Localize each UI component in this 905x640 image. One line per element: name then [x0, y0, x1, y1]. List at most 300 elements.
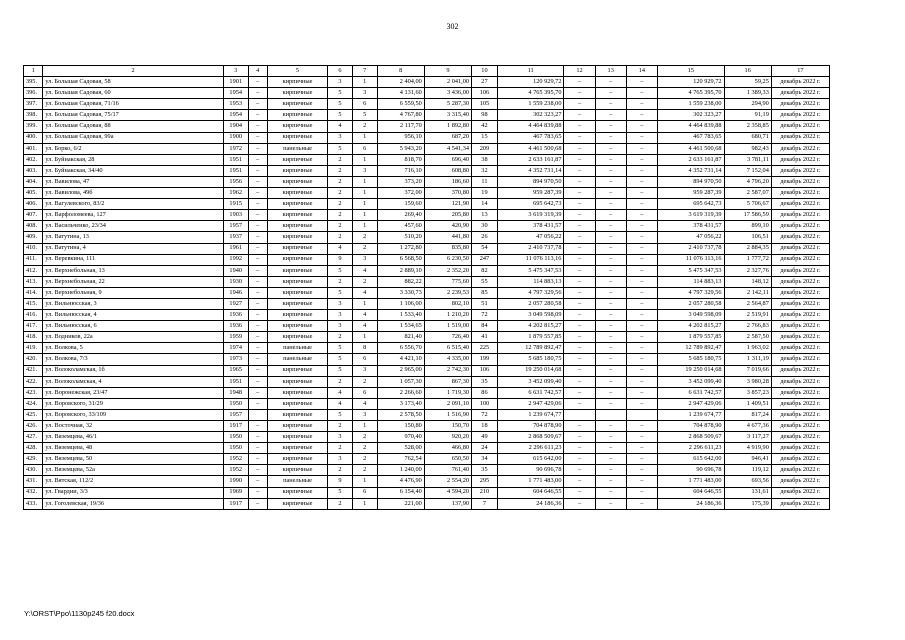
table-cell: 5 [328, 110, 353, 121]
table-cell: – [564, 254, 595, 265]
table-cell: 84 [472, 321, 498, 332]
table-cell: 416. [24, 310, 43, 321]
table-cell: 24 186,36 [657, 498, 724, 509]
table-cell: кирпичные [267, 498, 327, 509]
table-cell: 2 358,85 [724, 121, 771, 132]
table-cell: 225 [472, 343, 498, 354]
table-cell: 1 210,20 [424, 310, 471, 321]
table-cell: – [248, 188, 267, 199]
table-cell: 415. [24, 298, 43, 309]
table-cell: – [564, 265, 595, 276]
table-cell: 2 266,60 [377, 387, 424, 398]
table-cell: – [626, 298, 657, 309]
table-cell: 2 [352, 465, 377, 476]
table-cell: 2 564,87 [724, 298, 771, 309]
table-cell: 2 889,10 [377, 265, 424, 276]
table-cell: 2 [352, 276, 377, 287]
table-cell: – [564, 321, 595, 332]
table-cell: – [595, 221, 626, 232]
table-cell: 2 410 737,78 [657, 243, 724, 254]
table-cell: – [564, 398, 595, 409]
table-cell: кирпичные [267, 454, 327, 465]
table-cell: ул. Ватутина, 4 [43, 243, 224, 254]
table-cell: 946,41 [724, 454, 771, 465]
table-cell: 5 [328, 99, 353, 110]
table-cell: 27 [472, 77, 498, 88]
table-row [24, 376, 830, 387]
table-cell: 3 980,28 [724, 376, 771, 387]
table-cell: 2 633 161,87 [497, 154, 564, 165]
table-cell: 1951 [223, 165, 248, 176]
column-header: 2 [43, 66, 224, 77]
table-cell: кирпичные [267, 110, 327, 121]
table-cell: 3 173,40 [377, 398, 424, 409]
table-cell: – [626, 232, 657, 243]
table-cell: декабрь 2022 г. [771, 454, 829, 465]
table-cell: ул. Вятская, 112/2 [43, 476, 224, 487]
table-cell: – [595, 365, 626, 376]
table-row [24, 476, 830, 487]
table-row [24, 343, 830, 354]
table-cell: 24 186,36 [497, 498, 564, 509]
table-cell: – [626, 432, 657, 443]
table-cell: 1 771 483,00 [497, 476, 564, 487]
table-cell: 608,80 [424, 165, 471, 176]
table-cell: 441,80 [424, 232, 471, 243]
table-cell: 417. [24, 321, 43, 332]
table-cell: – [248, 376, 267, 387]
table-cell: 2 [352, 243, 377, 254]
table-row [24, 254, 830, 265]
table-cell: 396. [24, 88, 43, 99]
table-cell: 408. [24, 221, 43, 232]
table-cell: декабрь 2022 г. [771, 110, 829, 121]
table-row [24, 332, 830, 343]
table-cell: 410. [24, 243, 43, 254]
column-header: 11 [497, 66, 564, 77]
table-cell: 604 646,55 [497, 487, 564, 498]
table-cell: кирпичные [267, 310, 327, 321]
table-cell: – [595, 310, 626, 321]
table-cell: 2 057 280,58 [657, 298, 724, 309]
column-header: 12 [564, 66, 595, 77]
table-cell: 1 519,00 [424, 321, 471, 332]
table-cell: ул. Вяземцева, 48 [43, 443, 224, 454]
table-cell: ул. Вяземцева, 46/1 [43, 432, 224, 443]
table-cell: – [248, 99, 267, 110]
table-cell: 4 797 329,56 [657, 287, 724, 298]
table-cell: 150,70 [424, 421, 471, 432]
table-cell: 2 327,76 [724, 265, 771, 276]
table-cell: 4 [328, 398, 353, 409]
table-cell: кирпичные [267, 232, 327, 243]
table-cell: – [564, 365, 595, 376]
table-cell: 615 642,00 [497, 454, 564, 465]
table-cell: 1936 [223, 321, 248, 332]
table-cell [626, 409, 657, 420]
table-cell: – [564, 121, 595, 132]
table-cell: 1952 [223, 465, 248, 476]
table-cell: 8 [352, 343, 377, 354]
table-cell: 1946 [223, 287, 248, 298]
table-cell: 693,56 [724, 476, 771, 487]
table-cell: 6 559,50 [377, 99, 424, 110]
table-cell: 1930 [223, 276, 248, 287]
table-cell: 5 943,20 [377, 143, 424, 154]
table-cell: 418. [24, 332, 43, 343]
table-cell: 467 783,65 [497, 132, 564, 143]
table-cell: – [626, 465, 657, 476]
table-cell: 1 [352, 421, 377, 432]
table-cell: 956,10 [377, 132, 424, 143]
table-cell: декабрь 2022 г. [771, 298, 829, 309]
table-cell: – [564, 454, 595, 465]
table-cell: 1956 [223, 176, 248, 187]
table-row [24, 176, 830, 187]
table-cell: ул. Большая Садовая, 71/16 [43, 99, 224, 110]
table-cell: декабрь 2022 г. [771, 77, 829, 88]
table-cell: 6 154,40 [377, 487, 424, 498]
table-cell: – [564, 199, 595, 210]
table-cell: 397. [24, 99, 43, 110]
table-cell: 1 [352, 476, 377, 487]
table-row [24, 398, 830, 409]
table-row [24, 165, 830, 176]
table-cell: – [626, 343, 657, 354]
table-cell: 2 [328, 376, 353, 387]
table-cell: 2 296 611,23 [497, 443, 564, 454]
table-cell: – [248, 476, 267, 487]
table-cell: 1950 [223, 443, 248, 454]
table-cell: – [248, 332, 267, 343]
table-cell: 1953 [223, 99, 248, 110]
table-cell [564, 409, 595, 420]
table-cell: – [595, 465, 626, 476]
table-cell: – [248, 354, 267, 365]
table-cell: 4 594,20 [424, 487, 471, 498]
table-cell: 24 [472, 443, 498, 454]
table-cell: – [248, 88, 267, 99]
table-cell: декабрь 2022 г. [771, 165, 829, 176]
table-cell: 2 [328, 421, 353, 432]
table-cell: декабрь 2022 г. [771, 476, 829, 487]
table-cell: – [248, 487, 267, 498]
column-header: 8 [377, 66, 424, 77]
table-row [24, 321, 830, 332]
table-cell: 2 884,35 [724, 243, 771, 254]
table-cell: 414. [24, 287, 43, 298]
table-cell: 1957 [223, 221, 248, 232]
table-cell: 12 789 892,47 [657, 343, 724, 354]
table-cell: 2 [328, 332, 353, 343]
table-cell: 19 250 014,68 [657, 365, 724, 376]
table-cell: 269,40 [377, 210, 424, 221]
table-cell: 3 [352, 365, 377, 376]
table-cell: 1 777,72 [724, 254, 771, 265]
table-cell: 4 [352, 287, 377, 298]
table-row [24, 188, 830, 199]
table-cell: 1962 [223, 188, 248, 199]
table-cell: 835,80 [424, 243, 471, 254]
table-cell: кирпичные [267, 210, 327, 221]
table-cell: 11 [472, 176, 498, 187]
table-cell: 412. [24, 265, 43, 276]
table-cell: 4 464 839,88 [497, 121, 564, 132]
table-cell: декабрь 2022 г. [771, 432, 829, 443]
table-cell: – [564, 88, 595, 99]
column-header: 1 [24, 66, 43, 77]
table-cell: 7 019,66 [724, 365, 771, 376]
table-cell: – [626, 332, 657, 343]
table-cell: 411. [24, 254, 43, 265]
table-cell: – [595, 454, 626, 465]
table-cell: 3 857,23 [724, 387, 771, 398]
table-cell: 9 [328, 254, 353, 265]
table-cell: 420,90 [424, 221, 471, 232]
table-cell: – [564, 298, 595, 309]
table-cell: – [626, 188, 657, 199]
table-cell: 466,80 [424, 443, 471, 454]
table-cell: 409. [24, 232, 43, 243]
table-cell: – [626, 77, 657, 88]
table-cell: – [564, 498, 595, 509]
table-cell: 26 [472, 232, 498, 243]
table-row [24, 88, 830, 99]
table-cell: 2 633 161,87 [657, 154, 724, 165]
table-cell: – [564, 387, 595, 398]
table-row [24, 210, 830, 221]
table-cell: 1927 [223, 298, 248, 309]
table-cell: – [626, 276, 657, 287]
table-cell: 1 559 238,00 [497, 99, 564, 110]
table-cell: 696,40 [424, 154, 471, 165]
table-cell: – [595, 243, 626, 254]
column-header: 3 [223, 66, 248, 77]
table-cell: – [626, 454, 657, 465]
table-cell: кирпичные [267, 321, 327, 332]
table-row [24, 454, 830, 465]
table-cell: 5 [328, 343, 353, 354]
table-cell: – [626, 132, 657, 143]
table-cell: декабрь 2022 г. [771, 287, 829, 298]
table-cell: 398. [24, 110, 43, 121]
table-cell: – [595, 99, 626, 110]
table-cell: 1900 [223, 132, 248, 143]
table-cell: – [564, 99, 595, 110]
table-cell: – [564, 443, 595, 454]
table-cell: – [595, 88, 626, 99]
table-cell: 399. [24, 121, 43, 132]
table-cell: 5 [328, 143, 353, 154]
table-cell: 3 452 099,40 [657, 376, 724, 387]
table-cell: 899,10 [724, 221, 771, 232]
table-cell: – [564, 332, 595, 343]
table-cell: ул. Воровского, 31/29 [43, 398, 224, 409]
table-cell: – [626, 110, 657, 121]
table-cell: кирпичные [267, 487, 327, 498]
table-cell: 1 239 674,77 [657, 409, 724, 420]
table-cell: 404. [24, 176, 43, 187]
table-cell: 3 [328, 132, 353, 143]
table-row [24, 77, 830, 88]
table-cell: ул. Буйнакская, 28 [43, 154, 224, 165]
table-row [24, 498, 830, 509]
table-cell: – [595, 421, 626, 432]
table-cell: 114 883,13 [497, 276, 564, 287]
table-cell: 47 056,22 [657, 232, 724, 243]
table-cell: ул. Большая Садовая, 60 [43, 88, 224, 99]
table-cell: 1965 [223, 365, 248, 376]
table-cell: – [248, 276, 267, 287]
table-cell: – [564, 287, 595, 298]
table-cell: 4 [352, 310, 377, 321]
table-cell: 1 [352, 132, 377, 143]
table-cell: – [248, 321, 267, 332]
table-cell: 1 879 557,85 [657, 332, 724, 343]
table-cell: 3 117,27 [724, 432, 771, 443]
table-cell: – [595, 210, 626, 221]
table-cell: 761,40 [424, 465, 471, 476]
table-cell: 1 311,19 [724, 354, 771, 365]
table-cell: 209 [472, 143, 498, 154]
table-cell: кирпичные [267, 132, 327, 143]
table-cell: 6 [352, 354, 377, 365]
table-cell: 72 [472, 310, 498, 321]
table-cell: декабрь 2022 г. [771, 321, 829, 332]
table-cell: 2 868 509,67 [657, 432, 724, 443]
table-cell: – [248, 398, 267, 409]
table-cell: 1 [352, 332, 377, 343]
table-cell: 1 534,65 [377, 321, 424, 332]
table-cell: ул. Вильнюсская, 3 [43, 298, 224, 309]
table-cell: 372,00 [377, 188, 424, 199]
table-cell: – [595, 476, 626, 487]
table-cell: 100 [472, 398, 498, 409]
table-cell: 2 [328, 221, 353, 232]
table-cell: – [248, 176, 267, 187]
table-cell: 11 076 113,16 [657, 254, 724, 265]
table-cell: 221,00 [377, 498, 424, 509]
table-cell: декабрь 2022 г. [771, 199, 829, 210]
table-cell: – [626, 321, 657, 332]
table-cell: – [626, 498, 657, 509]
table-cell: – [595, 354, 626, 365]
table-cell: – [248, 421, 267, 432]
table-cell: – [595, 487, 626, 498]
table-cell: 4 541,34 [424, 143, 471, 154]
table-cell: 90 696,78 [657, 465, 724, 476]
table-cell: – [595, 321, 626, 332]
table-cell: – [595, 432, 626, 443]
table-cell: – [595, 332, 626, 343]
table-cell: – [595, 343, 626, 354]
table-header-row [24, 66, 830, 77]
table-cell: 970,40 [377, 432, 424, 443]
table-cell: 373,20 [377, 176, 424, 187]
table-cell: 3 [352, 409, 377, 420]
table-cell: 2 [328, 210, 353, 221]
table-cell: 1 [352, 188, 377, 199]
table-cell: ул. Большая Садовая, 88 [43, 121, 224, 132]
table-cell: 2 [352, 443, 377, 454]
table-cell: 4 202 815,27 [657, 321, 724, 332]
table-cell: – [248, 77, 267, 88]
table-cell: 407. [24, 210, 43, 221]
table-row [24, 121, 830, 132]
table-cell: декабрь 2022 г. [771, 343, 829, 354]
table-cell: 4 767,80 [377, 110, 424, 121]
table-cell: декабрь 2022 г. [771, 88, 829, 99]
column-header: 5 [267, 66, 327, 77]
table-cell: кирпичные [267, 332, 327, 343]
table-cell: – [564, 432, 595, 443]
table-cell: 2 947 429,06 [657, 398, 724, 409]
table-cell: 5 [328, 354, 353, 365]
table-cell: – [248, 143, 267, 154]
table-cell: 2 117,70 [377, 121, 424, 132]
table-cell: 2 091,10 [424, 398, 471, 409]
table-cell: кирпичные [267, 365, 327, 376]
table-cell: 2 [328, 443, 353, 454]
table-cell: ул. Гвардии, 3/3 [43, 487, 224, 498]
table-cell: кирпичные [267, 287, 327, 298]
table-cell: 3 436,00 [424, 88, 471, 99]
table-row [24, 365, 830, 376]
table-cell: – [626, 143, 657, 154]
table-cell: ул. Волоколамская, 1б [43, 365, 224, 376]
table-cell: 302 323,27 [657, 110, 724, 121]
table-row [24, 199, 830, 210]
table-cell: 2 868 509,67 [497, 432, 564, 443]
table-cell: 4 421,10 [377, 354, 424, 365]
table-cell: 2 [328, 498, 353, 509]
table-cell: ул. Варфоломеева, 127 [43, 210, 224, 221]
table-cell: декабрь 2022 г. [771, 365, 829, 376]
table-cell: – [626, 310, 657, 321]
table-cell: 2 041,00 [424, 77, 471, 88]
table-cell: 650,50 [424, 454, 471, 465]
table-cell: кирпичные [267, 276, 327, 287]
table-cell: 82 [472, 265, 498, 276]
table-cell: – [595, 199, 626, 210]
table-cell: 15 [472, 132, 498, 143]
table-cell: 85 [472, 287, 498, 298]
table-cell: – [626, 254, 657, 265]
table-cell: 3 [328, 454, 353, 465]
table-cell: – [595, 121, 626, 132]
table-cell: 5 685 180,75 [657, 354, 724, 365]
table-cell: 4 461 500,68 [657, 143, 724, 154]
table-cell: – [564, 421, 595, 432]
table-cell: кирпичные [267, 398, 327, 409]
table-cell: – [248, 498, 267, 509]
table-cell: 3 781,11 [724, 154, 771, 165]
table-cell: 6 [352, 143, 377, 154]
table-cell: 1936 [223, 310, 248, 321]
table-cell: 920,20 [424, 432, 471, 443]
table-cell: 4 335,00 [424, 354, 471, 365]
table-cell: ул. Воронежская, 23/47 [43, 387, 224, 398]
table-cell: 425. [24, 409, 43, 420]
table-cell: ул. Водников, 22а [43, 332, 224, 343]
table-cell: 17 586,59 [724, 210, 771, 221]
table-cell: 413. [24, 276, 43, 287]
table-row [24, 387, 830, 398]
table-cell: 5 706,67 [724, 199, 771, 210]
table-cell: 821,40 [377, 332, 424, 343]
table-cell: 2 947 429,06 [497, 398, 564, 409]
table-cell: – [595, 110, 626, 121]
